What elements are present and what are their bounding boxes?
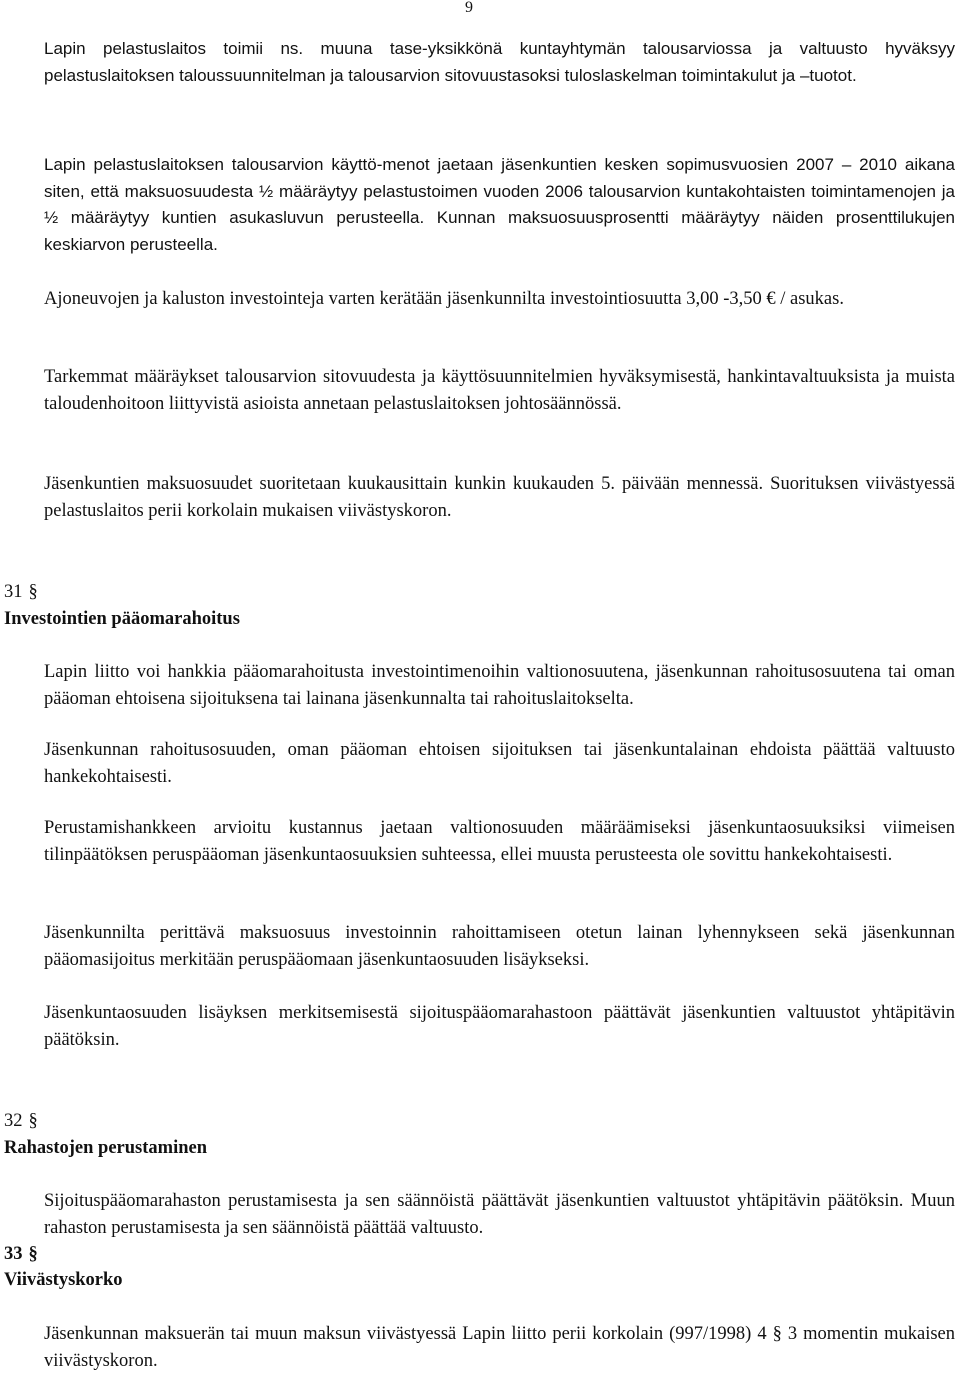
section-33-paragraph-1: Jäsenkunnan maksuerän tai muun maksun viivästyessä Lapin liitto perii korkolain (997/1998) 4 § 3 momentin mukaisen viivästyskoron. xyxy=(44,1324,955,1371)
section-32-heading xyxy=(4,1108,38,1135)
section-31-paragraph-2: Jäsenkunnan rahoitusosuuden, oman pääoman ehtoisen sijoituksen tai jäsenkuntalainan ehdoista päättää valtuusto hankekohtaisesti. xyxy=(44,740,955,787)
section-31-heading xyxy=(4,579,38,606)
section-32-number: 32 xyxy=(4,1111,23,1131)
section-31-paragraph-3: Perustamishankkeen arvioitu kustannus jaetaan valtionosuuden määräämiseksi jäsenkuntaosuuksiksi viimeisen tilinpäätöksen peruspääoman jäsenkuntaosuuksien suhteessa, ellei muusta perusteesta ole sovittu hankekohtaisesti. xyxy=(44,818,955,865)
intro-paragraph-3: Ajoneuvojen ja kaluston investointeja varten kerätään jäsenkunnilta investointiosuutta 3,00 -3,50 € / asukas. xyxy=(44,289,844,309)
intro-paragraph-2: Lapin pelastuslaitoksen talousarvion käyttö-menot jaetaan jäsenkuntien kesken sopimusvuosien 2007 – 2010 aikana siten, että maksuosuudesta ½ määräytyy pelastustoimen vuoden 2006 talousarvion kuntakohtaisten toimintamenojen ja ½ määräytyy kuntien asukasluvun perusteella. Kunnan maksuosuusprosentti määräytyy näiden prosenttilukujen keskiarvon perusteella. xyxy=(44,155,955,254)
intro-paragraph-5: Jäsenkuntien maksuosuudet suoritetaan kuukausittain kunkin kuukauden 5. päivään mennessä. Suorituksen viivästyessä pelastuslaitos perii korkolain mukaisen viivästyskoron. xyxy=(44,474,955,521)
section-31-paragraph-1: Lapin liitto voi hankkia pääomarahoitusta investointimenoihin valtionosuutena, jäsenkunnan rahoitusosuutena tai oman pääoman ehtoisena sijoituksena tai lainana jäsenkunnalta tai rahoituslaitokselta. xyxy=(44,662,955,709)
page-number: 9 xyxy=(465,0,473,16)
intro-paragraph-1: Lapin pelastuslaitos toimii ns. muuna tase-yksikkönä kuntayhtymän talousarviossa ja valtuusto hyväksyy pelastuslaitoksen taloussuunnitelman ja talousarvion sitovuustasoksi tuloslaskelman toimintakulut ja –tuotot. xyxy=(44,39,955,85)
section-31-paragraph-5: Jäsenkuntaosuuden lisäyksen merkitsemisestä sijoituspääomarahastoon päättävät jäsenkuntien valtuustot yhtäpitävin päätöksin. xyxy=(44,1003,955,1050)
section-32-paragraph-1: Sijoituspääomarahaston perustamisesta ja sen säännöistä päättävät jäsenkuntien valtuustot yhtäpitävin päätöksin. Muun rahaston perustamisesta ja sen säännöistä päättää valtuusto. xyxy=(44,1191,955,1238)
section-33-title: Viivästyskorko xyxy=(4,1270,123,1290)
intro-paragraph-4: Tarkemmat määräykset talousarvion sitovuudesta ja käyttösuunnitelmien hyväksymisestä, hankintavaltuuksista ja muista taloudenhoitoon liittyvistä asioista annetaan pelastuslaitoksen johtosäännössä. xyxy=(44,367,955,414)
section-31-title: Investointien pääomarahoitus xyxy=(4,609,240,629)
section-31-paragraph-4: Jäsenkunnilta perittävä maksuosuus investoinnin rahoittamiseen otetun lainan lyhennykseen sekä jäsenkunnan pääomasijoitus merkitään peruspääomaan jäsenkuntaosuuden lisäykseksi. xyxy=(44,923,955,970)
section-33-number: 33 xyxy=(4,1244,23,1264)
section-33-heading xyxy=(4,1241,38,1268)
section-sign-icon: § xyxy=(28,1244,38,1264)
section-31-number: 31 xyxy=(4,582,23,602)
section-sign-icon: § xyxy=(28,1111,38,1131)
section-32-title: Rahastojen perustaminen xyxy=(4,1138,207,1158)
section-sign-icon: § xyxy=(28,582,38,602)
